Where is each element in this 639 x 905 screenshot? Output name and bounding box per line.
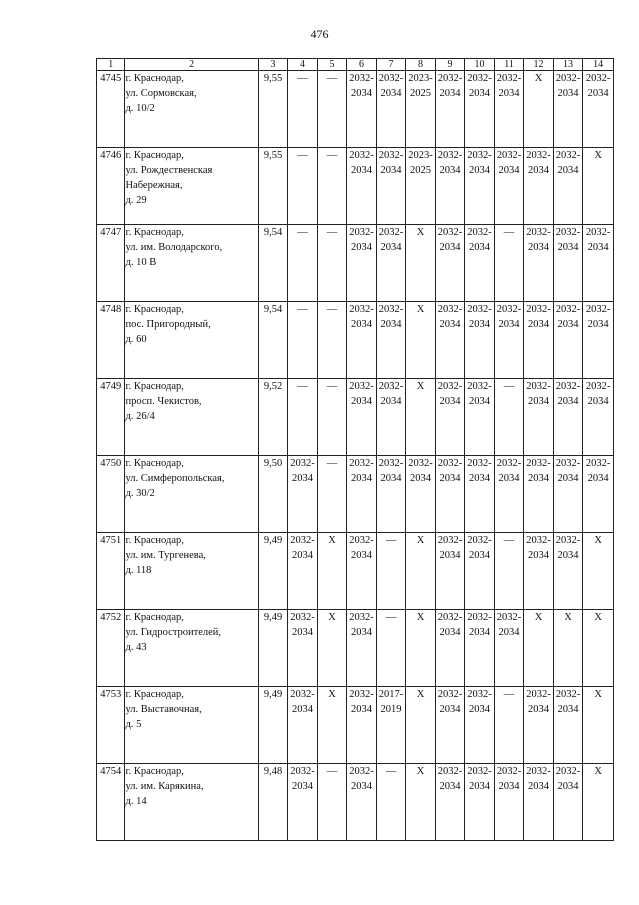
period-cell-col-10: 2032- 2034 xyxy=(465,764,495,841)
period-cell-col-7: 2032- 2034 xyxy=(376,302,406,379)
column-header-7: 7 xyxy=(376,59,406,71)
address-line: д. 10 В xyxy=(125,257,157,268)
period-cell-col-13: 2032- 2034 xyxy=(553,225,583,302)
indicator-value: 9,55 xyxy=(258,71,288,148)
period-cell-col-8: 2032- 2034 xyxy=(406,456,436,533)
period-cell-col-7: 2032- 2034 xyxy=(376,148,406,225)
address-line: пос. Пригородный, xyxy=(125,319,211,330)
period-cell-col-12: 2032- 2034 xyxy=(524,456,554,533)
period-cell-col-11: 2032- 2034 xyxy=(494,456,524,533)
period-cell-col-8: 2023- 2025 xyxy=(406,71,436,148)
column-header-14: 14 xyxy=(583,59,614,71)
address-line: просп. Чекистов, xyxy=(125,396,202,407)
period-cell-col-7: — xyxy=(376,764,406,841)
period-cell-col-5: Х xyxy=(317,687,347,764)
address-cell xyxy=(125,533,258,610)
period-cell-col-9: 2032- 2034 xyxy=(435,610,465,687)
period-cell-col-11: — xyxy=(494,225,524,302)
period-cell-col-13: 2032- 2034 xyxy=(553,456,583,533)
address-line: г. Краснодар, xyxy=(125,612,184,623)
address-line: г. Краснодар, xyxy=(125,766,184,777)
row-number: 4753 xyxy=(97,687,125,764)
address-line: г. Краснодар, xyxy=(125,689,184,700)
register-table xyxy=(96,58,614,841)
table-row xyxy=(97,533,614,610)
table-row xyxy=(97,610,614,687)
column-header-2: 2 xyxy=(125,59,258,71)
period-cell-col-11: 2032- 2034 xyxy=(494,71,524,148)
period-cell-col-14: 2032- 2034 xyxy=(583,225,614,302)
address-line: д. 118 xyxy=(125,565,152,576)
period-cell-col-12: Х xyxy=(524,610,554,687)
address-line: Набережная, xyxy=(125,180,183,191)
period-cell-col-14: 2032- 2034 xyxy=(583,379,614,456)
period-cell-col-4: 2032- 2034 xyxy=(288,687,318,764)
period-cell-col-10: 2032- 2034 xyxy=(465,456,495,533)
address-cell xyxy=(125,225,258,302)
address-line: д. 60 xyxy=(125,334,147,345)
row-number: 4754 xyxy=(97,764,125,841)
period-cell-col-7: 2017- 2019 xyxy=(376,687,406,764)
period-cell-col-11: — xyxy=(494,379,524,456)
address-line: д. 14 xyxy=(125,796,147,807)
address-cell xyxy=(125,71,258,148)
period-cell-col-9: 2032- 2034 xyxy=(435,71,465,148)
indicator-value: 9,49 xyxy=(258,687,288,764)
period-cell-col-13: Х xyxy=(553,610,583,687)
period-cell-col-7: 2032- 2034 xyxy=(376,71,406,148)
period-cell-col-5: — xyxy=(317,302,347,379)
period-cell-col-13: 2032- 2034 xyxy=(553,533,583,610)
address-cell xyxy=(125,456,258,533)
address-line: д. 30/2 xyxy=(125,488,155,499)
column-header-11: 11 xyxy=(494,59,524,71)
period-cell-col-10: 2032- 2034 xyxy=(465,610,495,687)
period-cell-col-13: 2032- 2034 xyxy=(553,148,583,225)
column-header-10: 10 xyxy=(465,59,495,71)
period-cell-col-5: — xyxy=(317,379,347,456)
period-cell-col-14: 2032- 2034 xyxy=(583,456,614,533)
period-cell-col-13: 2032- 2034 xyxy=(553,71,583,148)
period-cell-col-10: 2032- 2034 xyxy=(465,533,495,610)
period-cell-col-12: 2032- 2034 xyxy=(524,225,554,302)
table-row xyxy=(97,148,614,225)
period-cell-col-11: 2032- 2034 xyxy=(494,764,524,841)
period-cell-col-8: Х xyxy=(406,533,436,610)
period-cell-col-9: 2032- 2034 xyxy=(435,456,465,533)
period-cell-col-11: 2032- 2034 xyxy=(494,148,524,225)
address-line: д. 26/4 xyxy=(125,411,155,422)
period-cell-col-8: Х xyxy=(406,379,436,456)
row-number: 4748 xyxy=(97,302,125,379)
period-cell-col-8: Х xyxy=(406,764,436,841)
row-number: 4751 xyxy=(97,533,125,610)
address-line: д. 10/2 xyxy=(125,103,155,114)
row-number: 4750 xyxy=(97,456,125,533)
period-cell-col-6: 2032- 2034 xyxy=(347,533,377,610)
period-cell-col-4: 2032- 2034 xyxy=(288,533,318,610)
period-cell-col-8: Х xyxy=(406,225,436,302)
column-header-5: 5 xyxy=(317,59,347,71)
indicator-value: 9,49 xyxy=(258,533,288,610)
period-cell-col-4: 2032- 2034 xyxy=(288,456,318,533)
address-cell xyxy=(125,379,258,456)
period-cell-col-6: 2032- 2034 xyxy=(347,764,377,841)
period-cell-col-8: Х xyxy=(406,302,436,379)
row-number: 4749 xyxy=(97,379,125,456)
period-cell-col-6: 2032- 2034 xyxy=(347,379,377,456)
period-cell-col-14: Х xyxy=(583,687,614,764)
period-cell-col-6: 2032- 2034 xyxy=(347,456,377,533)
period-cell-col-6: 2032- 2034 xyxy=(347,225,377,302)
column-header-3: 3 xyxy=(258,59,288,71)
period-cell-col-11: 2032- 2034 xyxy=(494,610,524,687)
period-cell-col-9: 2032- 2034 xyxy=(435,687,465,764)
period-cell-col-4: — xyxy=(288,302,318,379)
period-cell-col-6: 2032- 2034 xyxy=(347,302,377,379)
period-cell-col-7: 2032- 2034 xyxy=(376,456,406,533)
period-cell-col-6: 2032- 2034 xyxy=(347,148,377,225)
period-cell-col-14: Х xyxy=(583,610,614,687)
period-cell-col-11: — xyxy=(494,687,524,764)
indicator-value: 9,49 xyxy=(258,610,288,687)
indicator-value: 9,54 xyxy=(258,302,288,379)
period-cell-col-5: — xyxy=(317,148,347,225)
column-header-4: 4 xyxy=(288,59,318,71)
period-cell-col-14: Х xyxy=(583,148,614,225)
row-number: 4747 xyxy=(97,225,125,302)
address-cell xyxy=(125,148,258,225)
period-cell-col-4: 2032- 2034 xyxy=(288,764,318,841)
table-row xyxy=(97,302,614,379)
period-cell-col-13: 2032- 2034 xyxy=(553,302,583,379)
period-cell-col-12: 2032- 2034 xyxy=(524,687,554,764)
period-cell-col-5: — xyxy=(317,71,347,148)
column-header-13: 13 xyxy=(553,59,583,71)
period-cell-col-14: Х xyxy=(583,764,614,841)
table-row xyxy=(97,379,614,456)
address-line: ул. Сормовская, xyxy=(125,88,197,99)
period-cell-col-4: — xyxy=(288,71,318,148)
address-line: г. Краснодар, xyxy=(125,381,184,392)
table-body xyxy=(97,71,614,841)
period-cell-col-10: 2032- 2034 xyxy=(465,148,495,225)
period-cell-col-12: 2032- 2034 xyxy=(524,533,554,610)
address-cell xyxy=(125,610,258,687)
indicator-value: 9,54 xyxy=(258,225,288,302)
address-line: г. Краснодар, xyxy=(125,458,184,469)
row-number: 4746 xyxy=(97,148,125,225)
period-cell-col-12: 2032- 2034 xyxy=(524,764,554,841)
period-cell-col-12: 2032- 2034 xyxy=(524,379,554,456)
period-cell-col-8: Х xyxy=(406,610,436,687)
period-cell-col-7: 2032- 2034 xyxy=(376,379,406,456)
address-line: ул. Выставочная, xyxy=(125,704,202,715)
address-cell xyxy=(125,302,258,379)
period-cell-col-9: 2032- 2034 xyxy=(435,533,465,610)
period-cell-col-13: 2032- 2034 xyxy=(553,687,583,764)
period-cell-col-6: 2032- 2034 xyxy=(347,610,377,687)
period-cell-col-4: — xyxy=(288,225,318,302)
table-row xyxy=(97,764,614,841)
address-line: ул. им. Тургенева, xyxy=(125,550,206,561)
period-cell-col-14: Х xyxy=(583,533,614,610)
page-number: 476 xyxy=(310,27,329,41)
period-cell-col-14: 2032- 2034 xyxy=(583,71,614,148)
indicator-value: 9,48 xyxy=(258,764,288,841)
period-cell-col-6: 2032- 2034 xyxy=(347,687,377,764)
header-row xyxy=(97,59,614,71)
period-cell-col-4: 2032- 2034 xyxy=(288,610,318,687)
address-line: г. Краснодар, xyxy=(125,150,184,161)
indicator-value: 9,50 xyxy=(258,456,288,533)
address-line: ул. Рождественская xyxy=(125,165,213,176)
column-header-8: 8 xyxy=(406,59,436,71)
address-line: д. 43 xyxy=(125,642,147,653)
table-row xyxy=(97,225,614,302)
address-line: г. Краснодар, xyxy=(125,535,184,546)
column-header-6: 6 xyxy=(347,59,377,71)
indicator-value: 9,52 xyxy=(258,379,288,456)
address-cell xyxy=(125,764,258,841)
period-cell-col-9: 2032- 2034 xyxy=(435,379,465,456)
period-cell-col-5: — xyxy=(317,225,347,302)
column-header-9: 9 xyxy=(435,59,465,71)
period-cell-col-5: — xyxy=(317,764,347,841)
row-number: 4752 xyxy=(97,610,125,687)
table-row xyxy=(97,687,614,764)
period-cell-col-12: Х xyxy=(524,71,554,148)
address-line: г. Краснодар, xyxy=(125,304,184,315)
indicator-value: 9,55 xyxy=(258,148,288,225)
period-cell-col-10: 2032- 2034 xyxy=(465,379,495,456)
period-cell-col-8: Х xyxy=(406,687,436,764)
period-cell-col-5: Х xyxy=(317,533,347,610)
period-cell-col-12: 2032- 2034 xyxy=(524,148,554,225)
address-line: д. 29 xyxy=(125,195,147,206)
period-cell-col-14: 2032- 2034 xyxy=(583,302,614,379)
table-row xyxy=(97,71,614,148)
period-cell-col-11: — xyxy=(494,533,524,610)
period-cell-col-10: 2032- 2034 xyxy=(465,71,495,148)
period-cell-col-9: 2032- 2034 xyxy=(435,764,465,841)
address-cell xyxy=(125,687,258,764)
column-header-12: 12 xyxy=(524,59,554,71)
address-line: ул. Симферопольская, xyxy=(125,473,225,484)
period-cell-col-13: 2032- 2034 xyxy=(553,379,583,456)
row-number: 4745 xyxy=(97,71,125,148)
period-cell-col-5: Х xyxy=(317,610,347,687)
period-cell-col-9: 2032- 2034 xyxy=(435,225,465,302)
address-line: ул. им. Володарского, xyxy=(125,242,223,253)
period-cell-col-9: 2032- 2034 xyxy=(435,302,465,379)
address-line: д. 5 xyxy=(125,719,142,730)
period-cell-col-13: 2032- 2034 xyxy=(553,764,583,841)
period-cell-col-5: — xyxy=(317,456,347,533)
address-line: г. Краснодар, xyxy=(125,73,184,84)
period-cell-col-10: 2032- 2034 xyxy=(465,687,495,764)
period-cell-col-12: 2032- 2034 xyxy=(524,302,554,379)
period-cell-col-7: 2032- 2034 xyxy=(376,225,406,302)
address-line: ул. им. Карякина, xyxy=(125,781,204,792)
period-cell-col-4: — xyxy=(288,379,318,456)
period-cell-col-9: 2032- 2034 xyxy=(435,148,465,225)
period-cell-col-10: 2032- 2034 xyxy=(465,302,495,379)
period-cell-col-10: 2032- 2034 xyxy=(465,225,495,302)
column-header-1: 1 xyxy=(97,59,125,71)
table-row xyxy=(97,456,614,533)
period-cell-col-11: 2032- 2034 xyxy=(494,302,524,379)
period-cell-col-4: — xyxy=(288,148,318,225)
period-cell-col-7: — xyxy=(376,610,406,687)
period-cell-col-6: 2032- 2034 xyxy=(347,71,377,148)
period-cell-col-7: — xyxy=(376,533,406,610)
address-line: г. Краснодар, xyxy=(125,227,184,238)
period-cell-col-8: 2023- 2025 xyxy=(406,148,436,225)
address-line: ул. Гидростроителей, xyxy=(125,627,222,638)
